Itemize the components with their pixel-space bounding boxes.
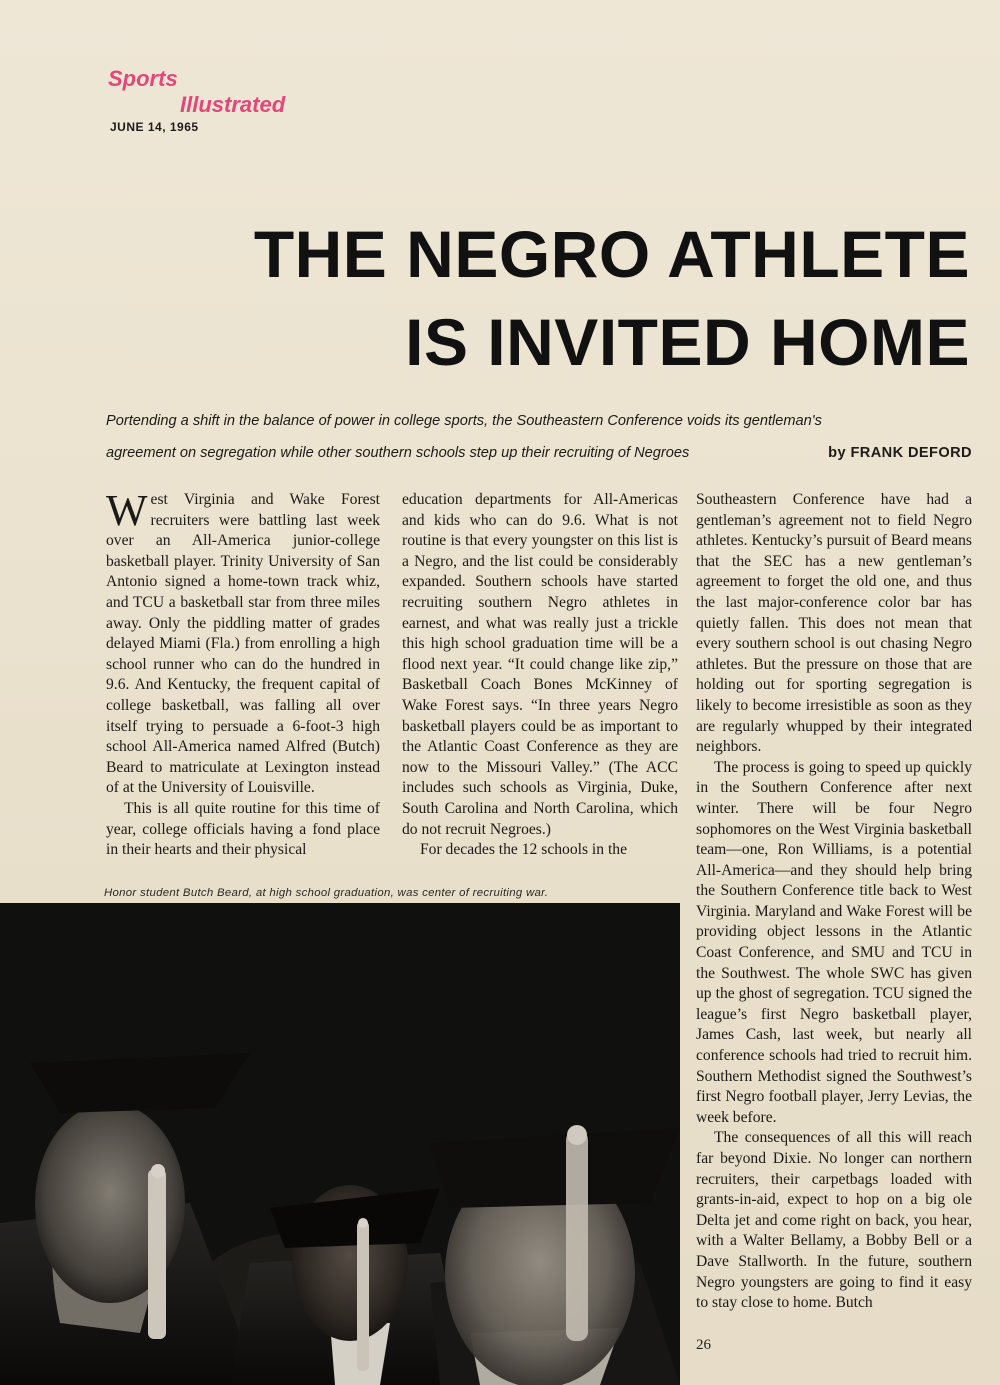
paragraph-text: est Virginia and Wake Forest recruiters were battling last week over an All-America junior-college basketball player. Trinity University of San Antonio signed a home-town track whiz, and TCU a basketball star from three miles away. Only the piddling matter of grades delayed Miami (Fla.) from enrolling a high school runner who can do the hundred in 9.6. And Kentucky, the frequent capital of college basketball, was falling all over itself trying to persuade a 6-foot-3 high school All-America named Alfred (Butch) Beard to matriculate at Lexington instead of at the University of Louisville. — [106, 491, 380, 797]
article-column-1 — [106, 486, 380, 861]
drop-cap: W — [106, 486, 148, 535]
logo-line-illustrated: Illustrated — [180, 92, 286, 117]
graduation-photo — [0, 903, 680, 1385]
deck-line-2: agreement on segregation while other southern schools step up their recruiting of Negroes — [106, 445, 690, 461]
page-number: 26 — [696, 1337, 711, 1353]
byline: by FRANK DEFORD — [828, 445, 972, 461]
paragraph: education departments for All-Americas and kids who can do 9.6. What is not routine is that every youngster on this list is a Negro, and the list could be considerably expanded. Southern schools have started recruiting southern Negro athletes in earnest, and what was really just a trickle this high school graduation time will be a flood next year. “It could change like zip,” Basketball Coach Bones McKinney of Wake Forest says. “In three years Negro basketball players could be as important to the Atlantic Coast Conference as they are now to the Missouri Valley.” (The ACC includes such schools as Virginia, Duke, South Carolina and North Carolina, which do not recruit Negroes.) — [402, 491, 678, 838]
article-deck — [106, 405, 972, 469]
deck-line-1: Portending a shift in the balance of power in college sports, the Southeastern Conference voids its gentleman's — [106, 413, 822, 429]
headline-line-2: IS INVITED HOME — [405, 305, 970, 379]
photo-caption: Honor student Butch Beard, at high school graduation, was center of recruiting war. — [104, 887, 549, 899]
article-column-3 — [696, 490, 972, 1314]
paragraph — [106, 486, 380, 799]
paragraph: For decades the 12 schools in the — [420, 841, 628, 859]
issue-date: JUNE 14, 1965 — [110, 120, 199, 134]
paragraph: This is all quite routine for this time of year, college officials having a fond place in their hearts and their physical — [106, 799, 380, 859]
headline-line-1: THE NEGRO ATHLETE — [253, 217, 970, 291]
paragraph: The consequences of all this will reach far beyond Dixie. No longer can northern recruiters, their carpetbags loaded with grants-in-aid, expect to hop on a big ole Delta jet and come right on back, you hear, with a Walter Bellamy, a Bobby Bell or a Dave Stallworth. In the future, southern Negro youngsters are going to find it easy to stay close to home. Butch — [696, 1129, 972, 1312]
paragraph: The process is going to speed up quickly in the Southern Conference after next winter. There will be four Negro sophomores on the West Virginia basketball team—one, Ron Williams, is a potential All-America—and they should help bring the Southern Conference title back to West Virginia. Maryland and Wake Forest will be providing object lessons in the Atlantic Coast Conference, and SMU and TCU in the Southwest. The whole SWC has given up the ghost of segregation. TCU signed the league’s first Negro basketball player, James Cash, last week, but nearly all conference schools had tried to recruit him. Southern Methodist signed the Southwest’s first Negro football player, Jerry Levias, the week before. — [696, 758, 972, 1126]
article-column-2 — [402, 490, 678, 861]
logo-line-sports: Sports — [108, 66, 178, 91]
magazine-logo — [108, 66, 328, 122]
photo-illustration — [0, 903, 680, 1385]
article-headline — [120, 210, 970, 386]
deck-line-2-row — [106, 437, 972, 469]
paragraph: Southeastern Conference have had a gentleman’s agreement not to field Negro athletes. Kentucky’s pursuit of Beard means that the SEC has a new gentleman’s agreement to forget the old one, and thus the last major-conference color bar has quietly fallen. This does not mean that every southern school is out chasing Negro athletes. But the pressure on those that are holding out for sporting segregation is likely to become irresistible as soon as they are regularly whupped by their integrated neighbors. — [696, 491, 972, 756]
